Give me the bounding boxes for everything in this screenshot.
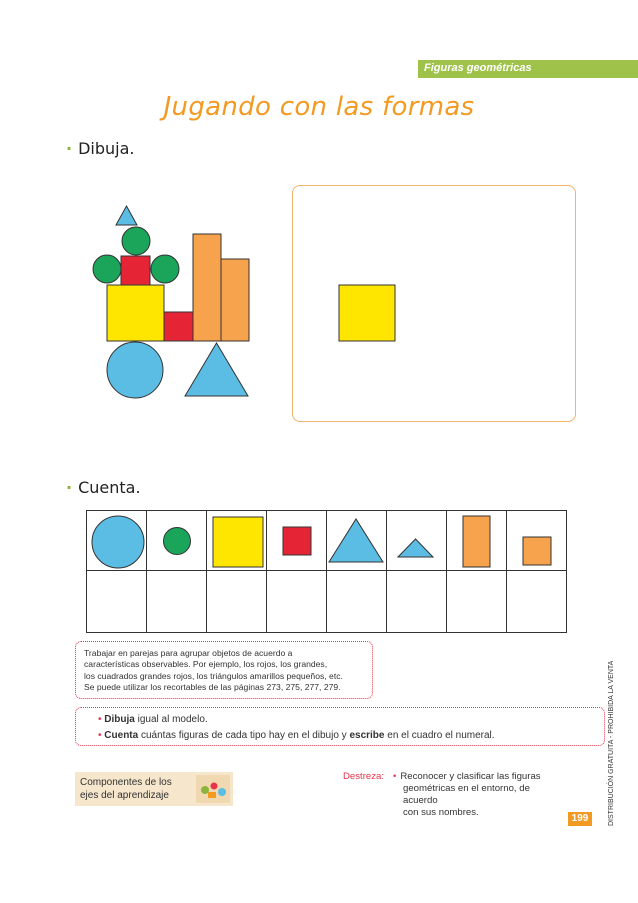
top-triangle: [116, 206, 137, 225]
instruction-item-draw: [98, 712, 604, 728]
page-number: 199: [568, 812, 592, 826]
answer-cell[interactable]: [207, 571, 267, 633]
draw-label: Dibuja: [78, 139, 130, 158]
destreza-label: Destreza:: [343, 771, 385, 782]
tall-orange-rectangle-1: [193, 234, 221, 341]
lower-red-square: [164, 312, 193, 341]
instruction-text: igual al modelo.: [134, 714, 208, 725]
components-line: Componentes de los: [80, 777, 172, 788]
upper-red-square: [121, 256, 150, 285]
cell-small-green-circle: [147, 511, 207, 571]
side-legal-text: DISTRIBUCIÓN GRATUITA - PROHIBIDA LA VENTA: [608, 660, 615, 826]
tall-orange-rectangle-icon: [462, 515, 492, 569]
right-circle: [151, 255, 179, 283]
large-blue-circle-icon: [90, 514, 146, 570]
section-header-title: Figuras geométricas: [424, 62, 532, 74]
count-instruction: [66, 478, 141, 497]
bullet-icon: •: [393, 771, 397, 782]
instruction-bold: Cuenta: [104, 730, 139, 741]
instruction-bold: Dibuja: [104, 714, 135, 725]
cell-large-yellow-square: [207, 511, 267, 571]
bullet-icon: •: [98, 714, 102, 725]
big-yellow-square: [107, 285, 164, 341]
small-blue-triangle-icon: [397, 538, 435, 558]
count-table: [86, 510, 567, 633]
small-green-circle-icon: [162, 526, 192, 556]
bullet-icon: ·: [66, 139, 73, 158]
components-line: ejes del aprendizaje: [80, 790, 169, 801]
answer-cell[interactable]: [447, 571, 507, 633]
cell-large-blue-circle: [87, 511, 147, 571]
tall-orange-rectangle-2: [221, 259, 249, 341]
instruction-bold: escribe: [349, 730, 385, 741]
answer-cell[interactable]: [87, 571, 147, 633]
model-figure: [90, 200, 260, 400]
teacher-note-line: Se puede utilizar los recortables de las páginas 273, 275, 277, 279.: [84, 682, 341, 693]
cell-tall-orange-rectangle: [447, 511, 507, 571]
left-circle: [93, 255, 121, 283]
draw-period: .: [129, 139, 135, 158]
big-blue-triangle: [185, 343, 248, 396]
cell-small-blue-triangle: [387, 511, 447, 571]
count-label: Cuenta: [78, 478, 136, 497]
answer-cell[interactable]: [387, 571, 447, 633]
teacher-note-line: características observables. Por ejemplo, los rojos, los grandes,: [84, 659, 328, 670]
large-blue-triangle-icon: [328, 517, 386, 563]
destreza-line: Reconocer y clasificar las figuras: [400, 771, 541, 782]
big-blue-circle: [107, 342, 163, 398]
answer-cell[interactable]: [267, 571, 327, 633]
answer-cell[interactable]: [327, 571, 387, 633]
cell-large-blue-triangle: [327, 511, 387, 571]
components-label: [80, 776, 172, 802]
given-yellow-square: [338, 284, 398, 342]
large-yellow-square-icon: [212, 516, 264, 568]
answer-cell[interactable]: [507, 571, 567, 633]
draw-instruction: [66, 139, 134, 158]
cell-small-red-square: [267, 511, 327, 571]
small-orange-square-icon: [522, 536, 552, 566]
instructions-box: [75, 707, 605, 746]
bullet-icon: •: [98, 730, 102, 741]
bullet-icon: ·: [66, 478, 73, 497]
teacher-note: [75, 641, 373, 699]
small-red-square-icon: [282, 526, 312, 556]
page-title: Jugando con las formas: [163, 92, 475, 122]
destreza-line: con sus nombres.: [403, 807, 479, 818]
top-circle: [122, 227, 150, 255]
answer-cell[interactable]: [147, 571, 207, 633]
instruction-text: en el cuadro el numeral.: [384, 730, 495, 741]
teacher-note-line: los cuadrados grandes rojos, los triángulos amarillos pequeños, etc.: [84, 670, 343, 681]
teacher-note-line: Trabajar en parejas para agrupar objetos de acuerdo a: [84, 648, 293, 658]
destreza-text: [393, 771, 563, 819]
instruction-text: cuántas figuras de cada tipo hay en el dibujo y: [138, 730, 350, 741]
count-period: .: [135, 478, 141, 497]
destreza-line: geométricas en el entorno, de acuerdo: [403, 783, 530, 806]
cell-small-orange-square: [507, 511, 567, 571]
drawing-area[interactable]: [292, 185, 576, 422]
learning-axes-icon: [196, 775, 230, 803]
instruction-item-count: [98, 728, 604, 744]
